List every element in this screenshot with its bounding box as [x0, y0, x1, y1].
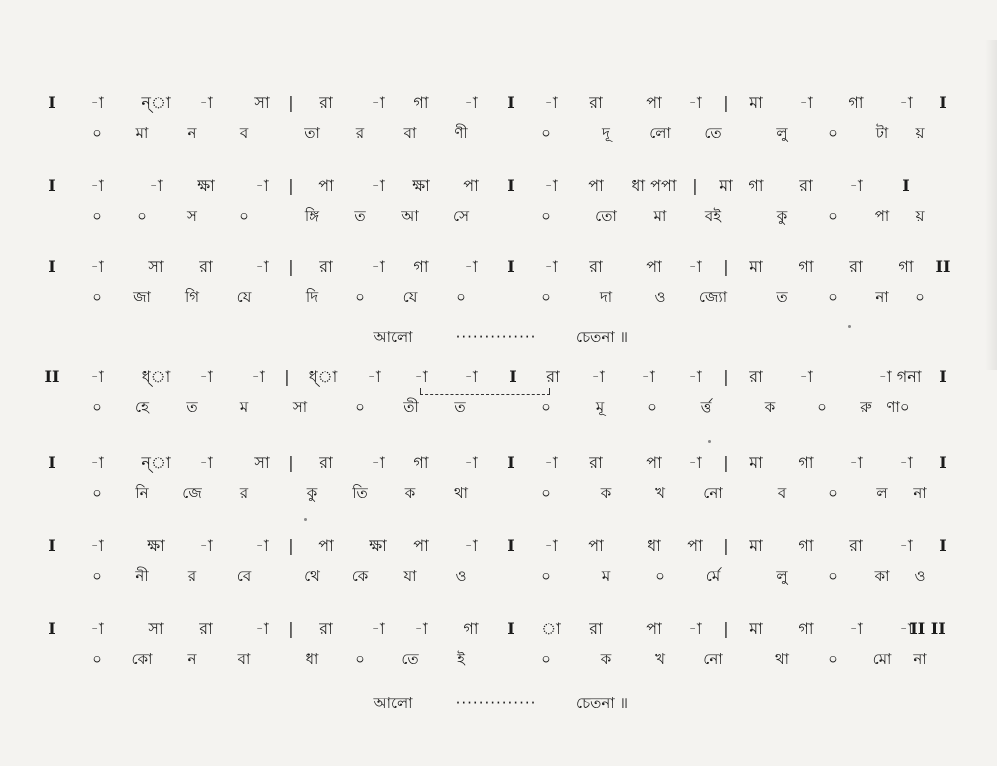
swara-note: -া [899, 619, 913, 638]
swara-note: -া [371, 93, 385, 112]
refrain-end: চেতনা ॥ [576, 328, 628, 346]
swara-note: ধা পপা [631, 176, 677, 195]
swara-note: পা [687, 536, 703, 555]
refrain-line-1 [0, 324, 997, 350]
swara-note: পা [588, 536, 604, 555]
stanza-3 [0, 252, 997, 312]
bar-line: I [507, 176, 515, 195]
lyric-syllable: ০ [137, 207, 147, 225]
stanza-1 [0, 88, 997, 148]
swara-note: গা [848, 93, 864, 112]
swara-note: রা [749, 367, 763, 386]
swara-note: -া [149, 176, 163, 195]
swara-note: রা [319, 619, 333, 638]
swara-note: -া [251, 367, 265, 386]
lyric-syllable: ত [354, 207, 366, 225]
lyric-syllable: তি [352, 484, 368, 502]
swara-note: ক্ষা [412, 176, 430, 195]
lyric-syllable: ০ [541, 398, 551, 416]
swara-note: গা [798, 536, 814, 555]
lyric-syllable: কু [776, 207, 788, 225]
lyric-syllable: জ্যো [698, 288, 728, 306]
lyric-syllable: সা [292, 398, 308, 416]
swara-note: পা [318, 176, 334, 195]
bar-line: I [48, 257, 56, 276]
lyric-syllable: ০ [92, 567, 102, 585]
lyric-syllable: ০ [828, 484, 838, 502]
refrain-line-2 [0, 690, 997, 716]
lyric-syllable: ০ [456, 288, 466, 306]
stanza-6 [0, 531, 997, 591]
swara-note: মা [749, 257, 763, 276]
lyric-syllable: স [187, 207, 197, 225]
lyric-syllable: ই [457, 650, 465, 668]
lyric-syllable: পা [874, 207, 890, 225]
lyric-syllable: তে [704, 124, 722, 142]
swara-note: -া [255, 257, 269, 276]
swara-note: গা [798, 453, 814, 472]
lyric-syllable: র্ত্ত [700, 398, 712, 416]
swara-note: মা [749, 619, 763, 638]
lyric-syllable: ০ [92, 650, 102, 668]
lyric-syllable: ন [187, 124, 197, 142]
swara-note: -া [414, 619, 428, 638]
lyric-syllable: ত [186, 398, 198, 416]
lyric-syllable: ত [454, 398, 466, 416]
lyric-syllable: ০ [828, 207, 838, 225]
lyric-syllable: ত [776, 288, 788, 306]
lyric-syllable: না [875, 288, 889, 306]
swara-note: রা [799, 176, 813, 195]
beat-divider: | [723, 367, 729, 386]
lyric-syllable: ক [404, 484, 416, 502]
bar-line: I [507, 93, 515, 112]
swara-note: -া [544, 453, 558, 472]
beat-divider: | [692, 176, 698, 195]
lyric-syllable: নি [135, 484, 149, 502]
lyric-syllable: থা [774, 650, 790, 668]
refrain-start: আলো [373, 694, 413, 712]
swara-note: পা [318, 536, 334, 555]
lyric-syllable: গি [184, 288, 200, 306]
swara-note: সা [148, 257, 164, 276]
lyric-syllable: ০ [355, 398, 365, 416]
swara-note: -া [199, 367, 213, 386]
lyric-syllable: তে [401, 650, 419, 668]
lyric-syllable: সে [453, 207, 469, 225]
lyric-line [0, 282, 997, 312]
lyric-syllable: ০ [915, 288, 925, 306]
swara-note: -া [464, 257, 478, 276]
swara-note: -া [688, 619, 702, 638]
lyric-syllable: ০ [92, 207, 102, 225]
lyric-syllable: র [355, 124, 365, 142]
swara-note: গা [413, 453, 429, 472]
beat-divider: | [288, 619, 294, 638]
lyric-syllable: ব [777, 484, 787, 502]
swara-line [0, 88, 997, 118]
beat-divider: | [288, 453, 294, 472]
swara-note: -া [90, 367, 104, 386]
lyric-syllable: ক [600, 650, 612, 668]
lyric-syllable: ঙ্গি [304, 207, 320, 225]
lyric-syllable: র [187, 567, 197, 585]
swara-note: া [541, 619, 561, 638]
ink-speck [708, 440, 711, 443]
lyric-syllable: ণা০ [886, 398, 910, 416]
lyric-syllable: ক [600, 484, 612, 502]
lyric-syllable: লু [776, 567, 788, 585]
beat-divider: | [284, 367, 290, 386]
swara-note: -া [371, 257, 385, 276]
swara-note: গা [798, 257, 814, 276]
swara-note: ধ্া [308, 367, 338, 386]
swara-note: পা [646, 619, 662, 638]
lyric-syllable: জে [182, 484, 202, 502]
lyric-syllable: ০ [541, 567, 551, 585]
beat-divider: | [288, 257, 294, 276]
lyric-syllable: যা [403, 567, 417, 585]
bar-line: I [48, 619, 56, 638]
swara-note: গা [413, 93, 429, 112]
swara-note: -া [688, 93, 702, 112]
lyric-syllable: খ [655, 484, 665, 502]
swara-note: -া [464, 367, 478, 386]
swara-note: পা [588, 176, 604, 195]
lyric-syllable: হে [135, 398, 149, 416]
lyric-syllable: কে [351, 567, 369, 585]
lyric-syllable: লো [649, 124, 671, 142]
swara-note: মা [749, 93, 763, 112]
swara-note: -া [688, 367, 702, 386]
lyric-syllable: ০ [828, 567, 838, 585]
lyric-syllable: বা [403, 124, 417, 142]
ink-speck [304, 518, 307, 521]
swara-line [0, 171, 997, 201]
swara-note: -া [90, 93, 104, 112]
lyric-syllable: ণী [454, 124, 468, 142]
swara-note: -া [464, 453, 478, 472]
lyric-syllable: ০ [541, 484, 551, 502]
swara-note: -া [371, 619, 385, 638]
swara-note: সা [254, 453, 270, 472]
lyric-syllable: টা [875, 124, 889, 142]
lyric-syllable: আ [401, 207, 419, 225]
bar-line: II [44, 367, 60, 386]
refrain-start: আলো [373, 328, 413, 346]
swara-note: রা [849, 536, 863, 555]
swara-note: -া [849, 176, 863, 195]
swara-line [0, 448, 997, 478]
lyric-syllable: ০ [647, 398, 657, 416]
swara-note: -া [464, 536, 478, 555]
swara-note: -া [799, 367, 813, 386]
lyric-syllable: যে [236, 288, 252, 306]
swara-note: গা [748, 176, 764, 195]
lyric-syllable: কু [306, 484, 318, 502]
lyric-syllable: ও [455, 567, 467, 585]
bar-line: I [48, 93, 56, 112]
swara-note: -া [544, 93, 558, 112]
swara-note: রা [589, 619, 603, 638]
swara-note: রা [589, 453, 603, 472]
beat-divider: | [288, 176, 294, 195]
swara-note: -া [688, 257, 702, 276]
lyric-syllable: ০ [541, 124, 551, 142]
beat-divider: | [723, 257, 729, 276]
lyric-syllable: মা [653, 207, 667, 225]
lyric-syllable: ০ [355, 650, 365, 668]
swara-note: সা [254, 93, 270, 112]
lyric-syllable: ০ [828, 288, 838, 306]
refrain-end: চেতনা ॥ [576, 694, 628, 712]
swara-note: ন্া [141, 453, 171, 472]
lyric-syllable: কা [874, 567, 890, 585]
swara-note: -া [849, 453, 863, 472]
swara-note: ক্ষা [369, 536, 387, 555]
swara-note: -া [199, 536, 213, 555]
lyric-syllable: ০ [817, 398, 827, 416]
lyric-syllable: ০ [828, 650, 838, 668]
lyric-syllable: নো [703, 650, 723, 668]
lyric-syllable: কো [131, 650, 153, 668]
swara-note: -া [899, 536, 913, 555]
swara-note: মা [749, 453, 763, 472]
lyric-syllable: ০ [92, 484, 102, 502]
refrain-dots: ·············· [455, 694, 537, 712]
lyric-syllable: তা [304, 124, 320, 142]
bar-line: I [48, 176, 56, 195]
bar-line: I [939, 453, 947, 472]
lyric-syllable: ব [239, 124, 249, 142]
bar-line: I [48, 453, 56, 472]
lyric-syllable: তো [595, 207, 617, 225]
lyric-line [0, 118, 997, 148]
lyric-syllable: ম [601, 567, 611, 585]
lyric-syllable: ০ [541, 207, 551, 225]
swara-note: -া [90, 176, 104, 195]
swara-note: -া [544, 176, 558, 195]
lyric-syllable: ০ [541, 650, 551, 668]
lyric-syllable: ম [239, 398, 249, 416]
swara-note: -া [414, 367, 428, 386]
lyric-syllable: রু [860, 398, 872, 416]
lyric-syllable: ল [876, 484, 888, 502]
lyric-syllable: মো [872, 650, 892, 668]
swara-note: গা [898, 257, 914, 276]
swara-note: গা [463, 619, 479, 638]
swara-note: গা [798, 619, 814, 638]
bar-line: I [48, 536, 56, 555]
swara-note: ক্ষা [197, 176, 215, 195]
lyric-line [0, 644, 997, 674]
swara-note: পা [646, 453, 662, 472]
swara-note: রা [319, 93, 333, 112]
beat-divider: | [288, 536, 294, 555]
lyric-line [0, 392, 997, 422]
swara-note: ক্ষা [147, 536, 165, 555]
bar-line: I [507, 257, 515, 276]
stanza-2 [0, 171, 997, 231]
slur-mark [420, 388, 550, 395]
bar-line: I [507, 453, 515, 472]
swara-note: রা [849, 257, 863, 276]
beat-divider: | [723, 536, 729, 555]
lyric-syllable: য় [915, 124, 925, 142]
swara-note: সা [148, 619, 164, 638]
lyric-syllable: থা [453, 484, 469, 502]
swara-note: রা [199, 619, 213, 638]
lyric-syllable: ও [914, 567, 926, 585]
lyric-syllable: ০ [92, 398, 102, 416]
swara-note: -া [199, 93, 213, 112]
lyric-line [0, 201, 997, 231]
lyric-syllable: থে [304, 567, 320, 585]
lyric-syllable: ০ [239, 207, 249, 225]
ink-speck [848, 325, 851, 328]
lyric-syllable: তী [403, 398, 419, 416]
lyric-syllable: ০ [541, 288, 551, 306]
lyric-syllable: ০ [355, 288, 365, 306]
lyric-line [0, 478, 997, 508]
swara-note: -া [544, 257, 558, 276]
beat-divider: | [288, 93, 294, 112]
swara-note: পা [413, 536, 429, 555]
stanza-5 [0, 448, 997, 508]
swara-note: রা [199, 257, 213, 276]
lyric-syllable: বে [236, 567, 252, 585]
stanza-7 [0, 614, 997, 674]
swara-note: -া [641, 367, 655, 386]
lyric-syllable: নী [135, 567, 149, 585]
bar-line: I [509, 367, 517, 386]
swara-note: -া [90, 453, 104, 472]
swara-note: মা [749, 536, 763, 555]
bar-line: I [939, 536, 947, 555]
swara-note: রা [589, 93, 603, 112]
bar-line: I [939, 93, 947, 112]
lyric-syllable: যে [402, 288, 418, 306]
swara-note: -া [899, 93, 913, 112]
lyric-syllable: ও [654, 288, 666, 306]
lyric-syllable: ০ [655, 567, 665, 585]
beat-divider: | [723, 619, 729, 638]
swara-note: -া [591, 367, 605, 386]
swara-note: -া [899, 453, 913, 472]
lyric-syllable: ০ [828, 124, 838, 142]
bar-line: II II [910, 619, 946, 638]
lyric-syllable: মূ [595, 398, 605, 416]
lyric-syllable: ধা [305, 650, 319, 668]
swara-note: ধা [647, 536, 661, 555]
lyric-syllable: দি [305, 288, 319, 306]
lyric-syllable: মা [135, 124, 149, 142]
swara-note: -া [90, 257, 104, 276]
beat-divider: | [723, 453, 729, 472]
swara-line [0, 531, 997, 561]
lyric-syllable: দা [599, 288, 613, 306]
lyric-syllable: র [239, 484, 249, 502]
swara-note: ন্া [141, 93, 171, 112]
lyric-syllable: নো [703, 484, 723, 502]
swara-note: রা [319, 257, 333, 276]
lyric-syllable: বা [237, 650, 251, 668]
lyric-syllable: ক [764, 398, 776, 416]
swara-note: মা [719, 176, 733, 195]
lyric-syllable: না [913, 650, 927, 668]
lyric-syllable: ০ [92, 288, 102, 306]
swara-note: রা [546, 367, 560, 386]
bar-line: II [935, 257, 951, 276]
lyric-syllable: দূ [602, 124, 610, 142]
swara-note: -া [849, 619, 863, 638]
lyric-syllable: ০ [92, 124, 102, 142]
swara-note: -া [688, 453, 702, 472]
bar-line: I [902, 176, 910, 195]
lyric-syllable: র্মে [705, 567, 721, 585]
swara-note: রা [589, 257, 603, 276]
swara-note: -া [799, 93, 813, 112]
swara-line [0, 252, 997, 282]
swara-note: গা [413, 257, 429, 276]
swara-note: -া [544, 536, 558, 555]
bar-line: I [939, 367, 947, 386]
swara-note: রা [319, 453, 333, 472]
refrain-dots: ·············· [455, 328, 537, 346]
swara-note: পা [463, 176, 479, 195]
lyric-syllable: খ [655, 650, 665, 668]
lyric-syllable: য় [915, 207, 925, 225]
bar-line: I [507, 619, 515, 638]
swara-note: -া [90, 619, 104, 638]
swara-note: -া গনা [878, 367, 922, 386]
bar-line: I [507, 536, 515, 555]
swara-note: -া [255, 536, 269, 555]
lyric-syllable: জা [133, 288, 151, 306]
lyric-syllable: লু [776, 124, 788, 142]
lyric-line [0, 561, 997, 591]
beat-divider: | [723, 93, 729, 112]
swara-line [0, 614, 997, 644]
lyric-syllable: বই [704, 207, 722, 225]
swara-note: -া [199, 453, 213, 472]
swara-note: ধ্া [141, 367, 171, 386]
lyric-syllable: ন [187, 650, 197, 668]
swara-note: -া [90, 536, 104, 555]
swara-note: পা [646, 257, 662, 276]
swara-note: -া [367, 367, 381, 386]
swara-note: -া [464, 93, 478, 112]
lyric-syllable: না [913, 484, 927, 502]
swara-note: -া [371, 176, 385, 195]
swara-note: পা [646, 93, 662, 112]
swara-note: -া [255, 619, 269, 638]
swara-note: -া [371, 453, 385, 472]
swara-note: -া [255, 176, 269, 195]
